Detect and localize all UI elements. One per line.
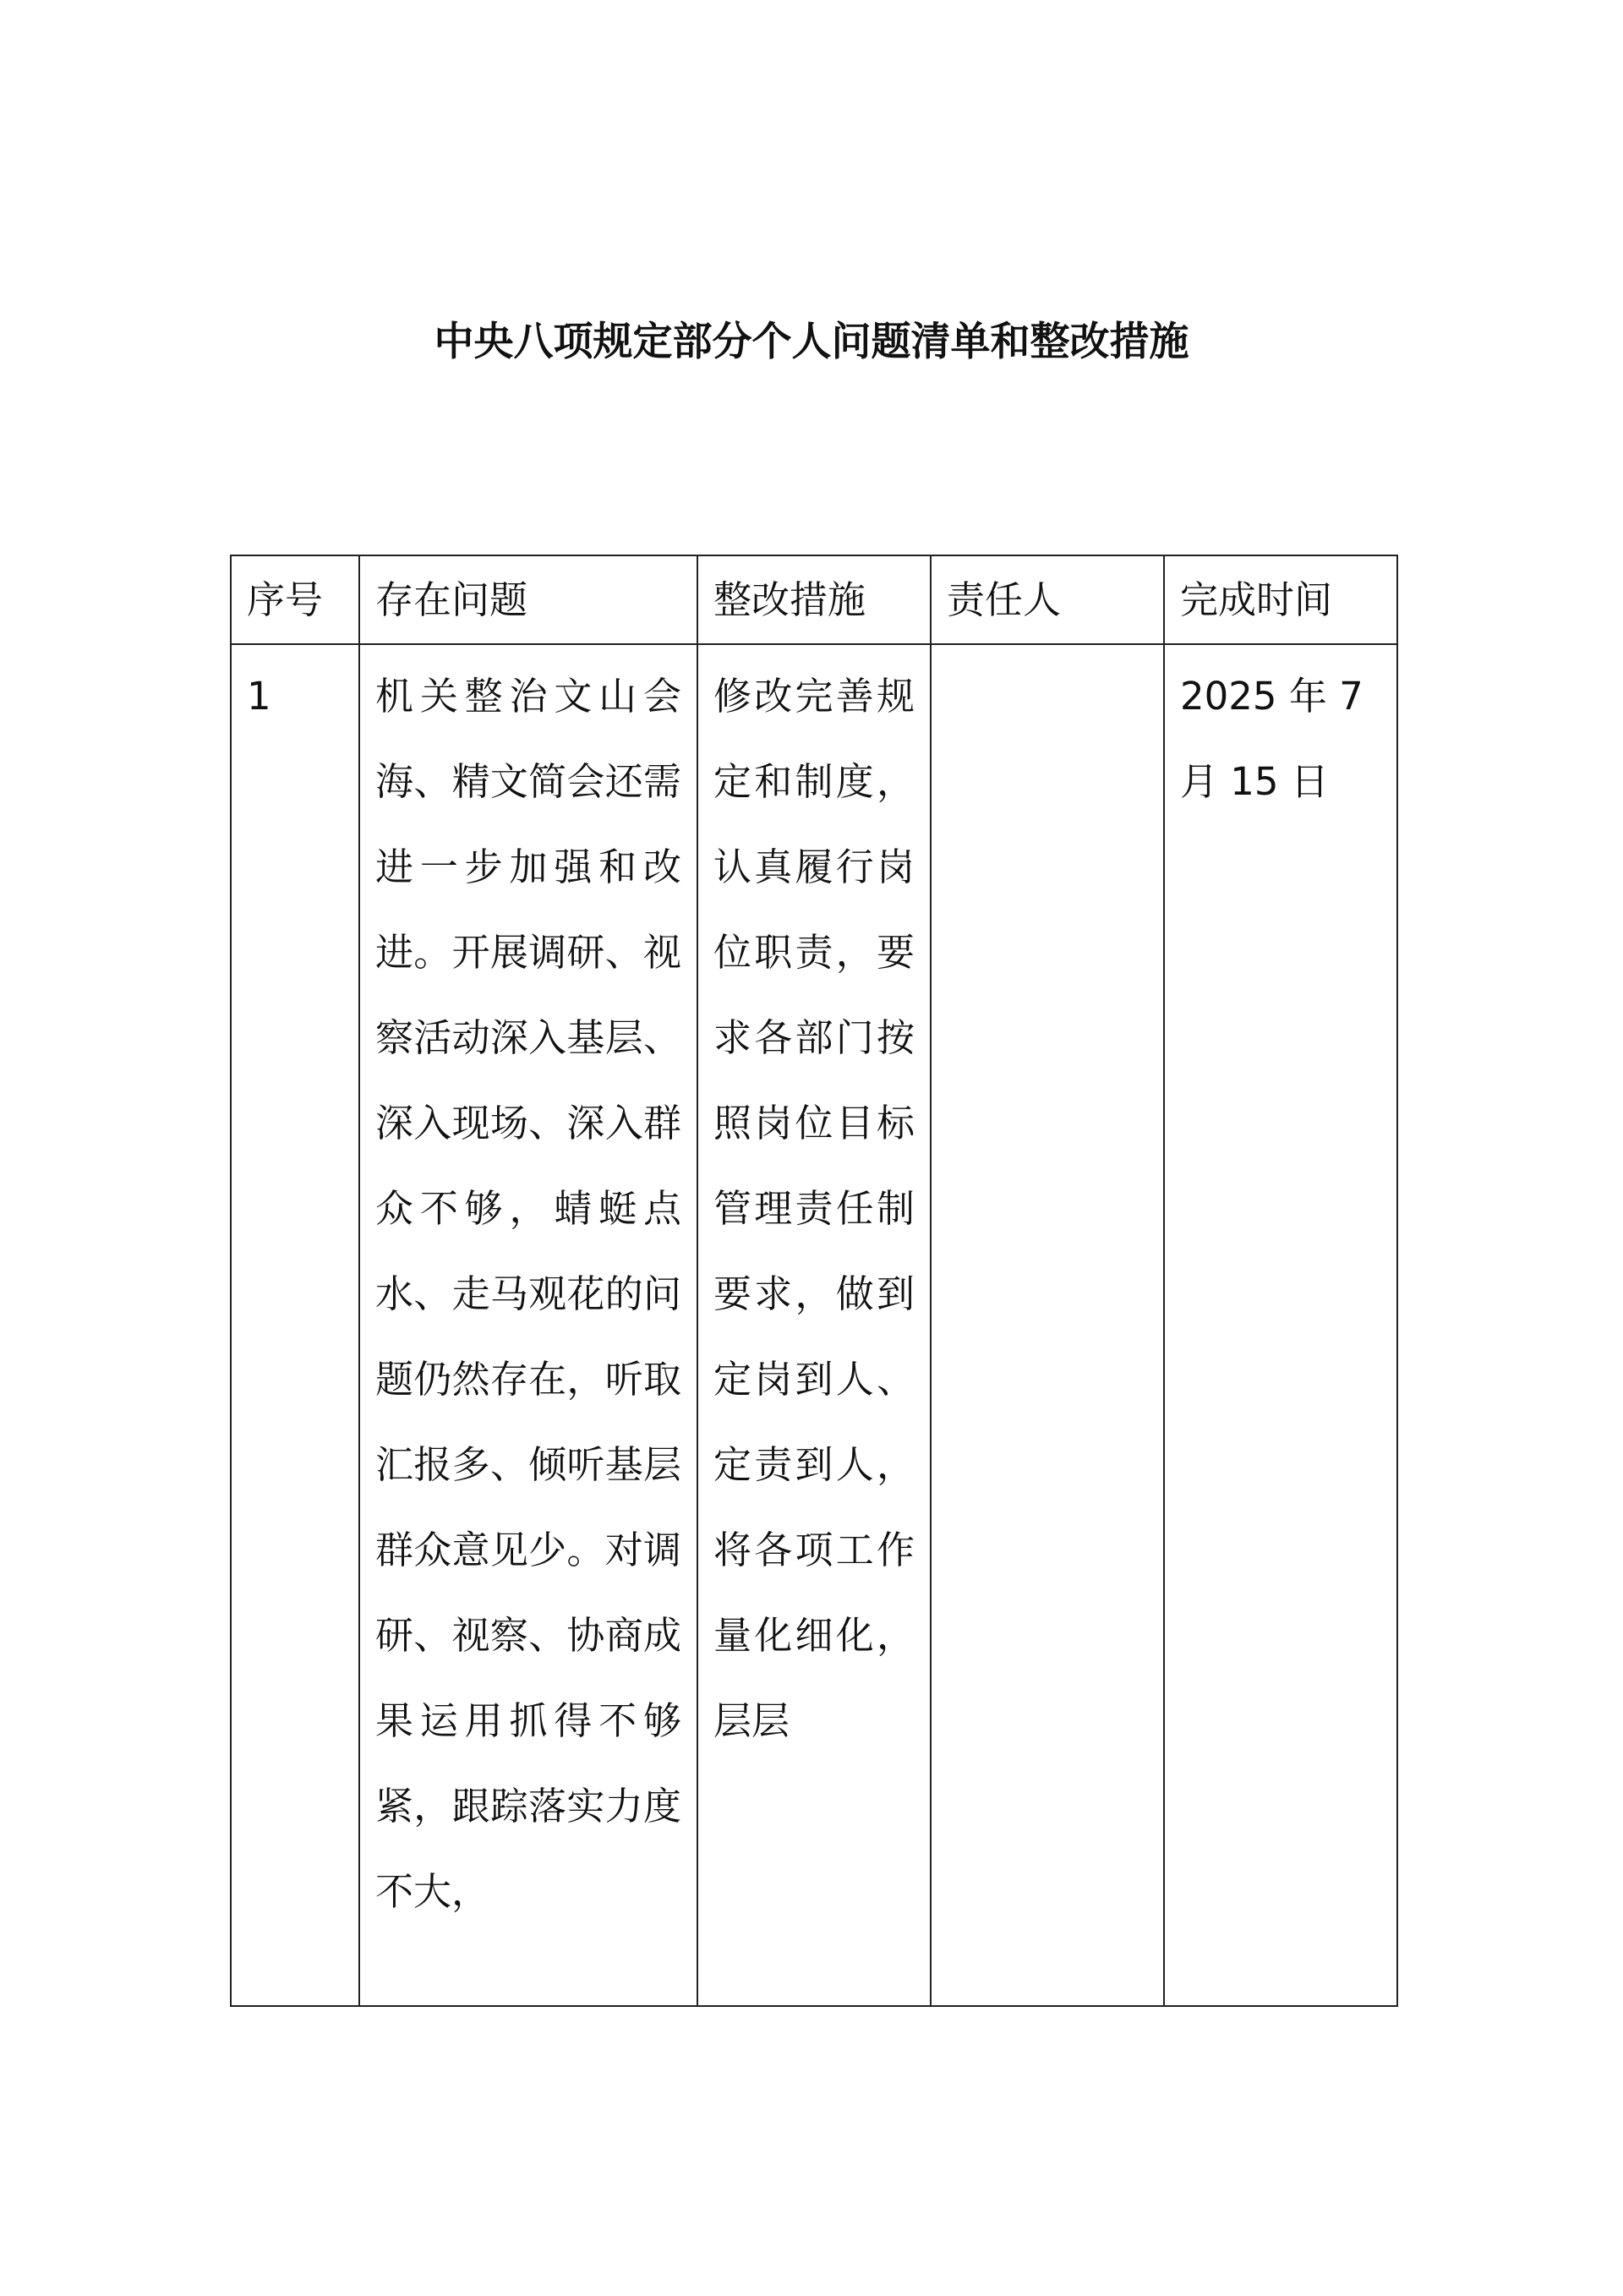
table-row	[231, 644, 1397, 2006]
page-title: 中央八项规定部分个人问题清单和整改措施	[434, 319, 1189, 365]
cell-deadline: 2025 年 7 月 15 日	[1164, 644, 1397, 2006]
issue-rectification-table	[230, 555, 1398, 2007]
cell-issue: 机关整治文山会海、精文简会还需进一步加强和改进。开展调研、视察活动深入基层、深入现场、深入群众不够，蜻蜓点水、走马观花的问题仍然存在，听取汇报多、倾听基层群众意见少。对调研、视察、协商成果运用抓得不够紧，跟踪落实力度不大，	[359, 644, 697, 2006]
cell-measure: 修改完善规定和制度，认真履行岗位职责，要求各部门按照岗位目标管理责任制要求，做到定岗到人、定责到人，将各项工作量化细化，层层	[697, 644, 931, 2006]
header-owner: 责任人	[931, 555, 1164, 644]
table-header-row	[231, 555, 1397, 644]
header-seq: 序号	[231, 555, 359, 644]
header-issue: 存在问题	[359, 555, 697, 644]
cell-owner	[931, 644, 1164, 2006]
header-deadline: 完成时间	[1164, 555, 1397, 644]
cell-seq: 1	[231, 644, 359, 2006]
header-measure: 整改措施	[697, 555, 931, 644]
